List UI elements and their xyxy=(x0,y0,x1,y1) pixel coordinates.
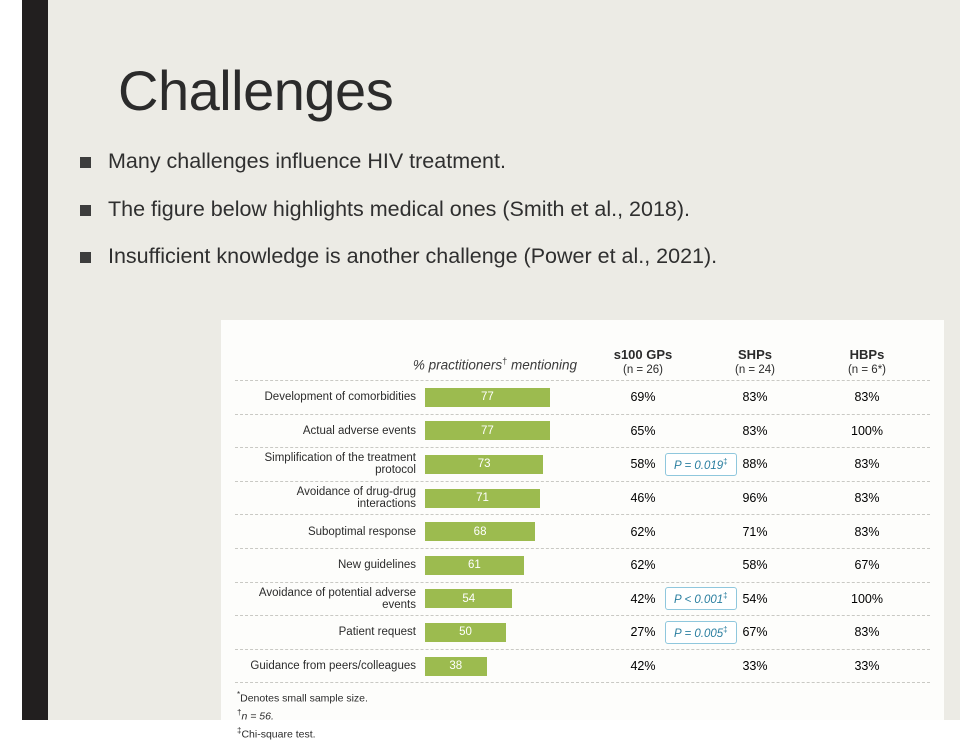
column-header-name: HBPs xyxy=(849,347,885,362)
bullet-list xyxy=(80,148,870,291)
bar: 77 xyxy=(425,388,550,407)
bar-axis-title xyxy=(235,356,587,379)
bar: 54 xyxy=(425,589,512,608)
cell-value: 83% xyxy=(854,524,880,539)
cell-value: 83% xyxy=(854,390,880,405)
cell-shps xyxy=(699,381,811,414)
column-header-n: (n = 26) xyxy=(623,364,663,376)
bar-cell xyxy=(425,549,587,582)
column-header-n: (n = 6*) xyxy=(847,364,887,376)
row-label: Development of comorbidities xyxy=(264,391,416,404)
table-row xyxy=(235,549,930,583)
table-row xyxy=(235,415,930,449)
row-label: Avoidance of potential adverse events xyxy=(258,586,416,611)
cell-value: 71% xyxy=(742,524,768,539)
table-row xyxy=(235,448,930,482)
cell-s100gps xyxy=(587,381,699,414)
footnote-marker: † xyxy=(237,708,242,718)
column-header-s100gps xyxy=(587,347,699,378)
cell-value: 46% xyxy=(630,491,656,506)
column-header-n: (n = 24) xyxy=(735,364,775,376)
cell-value: 27% xyxy=(630,625,656,640)
cell-value: 42% xyxy=(630,591,656,606)
cell-value: 62% xyxy=(630,558,656,573)
square-bullet-icon xyxy=(80,252,91,263)
cell-value: 100% xyxy=(851,423,883,438)
cell-shps xyxy=(699,616,811,649)
cell-value: 62% xyxy=(630,524,656,539)
cell-value: 33% xyxy=(854,659,880,674)
table-row xyxy=(235,482,930,516)
footnote xyxy=(237,725,930,743)
bar: 73 xyxy=(425,455,543,474)
bar: 50 xyxy=(425,623,506,642)
slide-left-accent-bar xyxy=(22,0,48,720)
cell-s100gps xyxy=(587,650,699,683)
bar: 61 xyxy=(425,556,524,575)
footnote xyxy=(237,689,930,707)
square-bullet-icon xyxy=(80,205,91,216)
figure-rows xyxy=(235,380,930,683)
bar-axis-title-tail: mentioning xyxy=(507,357,577,372)
column-header-name: SHPs xyxy=(738,347,772,362)
table-row xyxy=(235,650,930,684)
cell-s100gps xyxy=(587,448,728,481)
list-item xyxy=(80,196,870,224)
cell-shps xyxy=(699,415,811,448)
cell-hbps xyxy=(811,415,923,448)
bar-cell xyxy=(425,616,587,649)
list-item xyxy=(80,243,870,271)
square-bullet-icon xyxy=(80,157,91,168)
cell-s100gps xyxy=(587,415,699,448)
bar-axis-title-text: % practitioners xyxy=(412,357,503,372)
cell-s100gps xyxy=(587,549,699,582)
bar-axis-title-dagger: † xyxy=(502,355,508,366)
row-label: Avoidance of drug-drug interactions xyxy=(296,486,416,511)
cell-shps xyxy=(699,650,811,683)
footnote-text: n = 56. xyxy=(241,710,274,723)
page-title: Challenges xyxy=(118,59,394,122)
cell-shps xyxy=(699,482,811,515)
row-label: Suboptimal response xyxy=(307,525,416,538)
cell-value: 69% xyxy=(630,390,656,405)
column-header-hbps xyxy=(811,347,923,378)
bar-cell xyxy=(425,583,587,616)
footnote-text: Denotes small sample size. xyxy=(240,692,368,705)
cell-hbps xyxy=(811,515,923,548)
table-row xyxy=(235,616,930,650)
bullet-text: Many challenges influence HIV treatment. xyxy=(108,149,506,173)
figure-header xyxy=(235,330,930,378)
cell-hbps xyxy=(811,549,923,582)
cell-value: 83% xyxy=(854,625,880,640)
figure-footnotes xyxy=(235,689,930,742)
table-row xyxy=(235,583,930,617)
cell-value: 83% xyxy=(742,390,768,405)
slide-left-white-strip xyxy=(0,0,22,720)
bar-cell xyxy=(425,415,587,448)
bar-cell xyxy=(425,650,587,683)
table-row xyxy=(235,515,930,549)
cell-s100gps xyxy=(587,583,728,616)
cell-s100gps xyxy=(587,515,699,548)
bar-cell xyxy=(425,381,587,414)
footnote xyxy=(237,707,930,725)
row-label: New guidelines xyxy=(338,559,416,572)
cell-shps xyxy=(699,583,811,616)
bar: 68 xyxy=(425,522,535,541)
bar: 38 xyxy=(425,657,487,676)
footnote-marker: * xyxy=(237,690,241,700)
cell-value: 67% xyxy=(854,558,880,573)
bar-cell xyxy=(425,482,587,515)
cell-value: 54% xyxy=(742,591,768,606)
cell-hbps xyxy=(811,448,923,481)
column-header-name: s100 GPs xyxy=(613,347,673,362)
cell-value: 88% xyxy=(742,457,768,472)
bullet-text: Insufficient knowledge is another challenge (Power et al., 2021). xyxy=(108,244,718,269)
cell-value: 65% xyxy=(630,423,656,438)
cell-value: 58% xyxy=(742,558,768,573)
column-header-shps xyxy=(699,347,811,378)
cell-value: 83% xyxy=(742,423,768,438)
cell-hbps xyxy=(811,650,923,683)
bar-cell xyxy=(425,448,587,481)
cell-hbps xyxy=(811,381,923,414)
slide-content xyxy=(48,0,960,741)
bar-cell xyxy=(425,515,587,548)
cell-s100gps xyxy=(587,616,728,649)
p-value-badge: P < 0.001‡ xyxy=(665,587,737,610)
cell-s100gps xyxy=(587,482,699,515)
bullet-text: The figure below highlights medical ones (Smith et al., 2018). xyxy=(108,196,691,221)
row-label: Guidance from peers/colleagues xyxy=(250,660,416,673)
cell-value: 58% xyxy=(630,457,656,472)
cell-value: 67% xyxy=(742,625,768,640)
row-label: Patient request xyxy=(338,626,416,639)
bar: 77 xyxy=(425,421,550,440)
cell-hbps xyxy=(811,616,923,649)
cell-value: 83% xyxy=(854,457,880,472)
list-item xyxy=(80,148,870,176)
cell-shps xyxy=(699,448,811,481)
row-label: Simplification of the treatment protocol xyxy=(264,452,416,477)
footnote-text: Chi-square test. xyxy=(241,728,316,741)
cell-value: 100% xyxy=(851,591,883,606)
p-value-badge: P = 0.019‡ xyxy=(665,453,737,476)
cell-value: 33% xyxy=(742,659,768,674)
cell-value: 96% xyxy=(742,491,768,506)
p-value-badge: P = 0.005‡ xyxy=(665,621,737,644)
row-label: Actual adverse events xyxy=(302,424,416,437)
cell-shps xyxy=(699,515,811,548)
cell-shps xyxy=(699,549,811,582)
cell-value: 83% xyxy=(854,491,880,506)
cell-value: 42% xyxy=(630,659,656,674)
table-row xyxy=(235,380,930,415)
bar: 71 xyxy=(425,489,540,508)
figure-image xyxy=(221,320,944,741)
cell-hbps xyxy=(811,482,923,515)
footnote-marker: ‡ xyxy=(237,725,242,735)
cell-hbps xyxy=(811,583,923,616)
